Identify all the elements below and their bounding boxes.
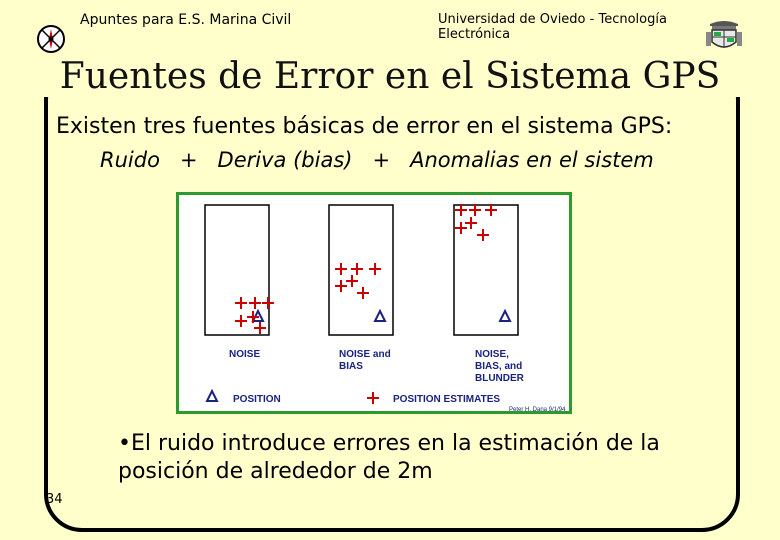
intro-text: Existen tres fuentes básicas de error en el sistema GPS: [56,114,673,139]
figure-credit: Peter H. Dana 9/1/94 [509,407,566,411]
bullet-noise-error: •El ruido introduce errores en la estimación de la posición de alrededor de 2m [118,431,660,484]
header-right-text: Universidad de Oviedo - Tecnología Electrónica [438,12,667,42]
university-crest-icon [704,18,744,58]
gps-error-diagram [179,195,569,411]
compass-rose-icon [36,24,66,58]
panel-label-bias-line2: BIAS [339,361,363,372]
panel-label-blunder-line2: BIAS, and [475,361,523,372]
panel-label-bias-line1: NOISE and [339,349,391,360]
panel-label-noise: NOISE [229,349,261,360]
page-number: 34 [46,492,63,507]
legend-estimates-label: POSITION ESTIMATES [393,394,501,405]
gps-error-figure [176,192,572,414]
legend-position-marker [207,391,217,401]
error-sources-line: Ruido + Deriva (bias) + Anomalias en el sistem [100,148,654,172]
legend-position-label: POSITION [233,394,281,405]
panel-label-blunder-line1: NOISE, [475,349,509,360]
legend-estimate-marker [367,392,379,404]
slide-title: Fuentes de Error en el Sistema GPS [0,56,780,97]
panel-label-blunder-line3: BLUNDER [475,373,524,384]
header-left-text: Apuntes para E.S. Marina Civil [80,12,292,28]
panel-blunder-box [454,205,518,335]
